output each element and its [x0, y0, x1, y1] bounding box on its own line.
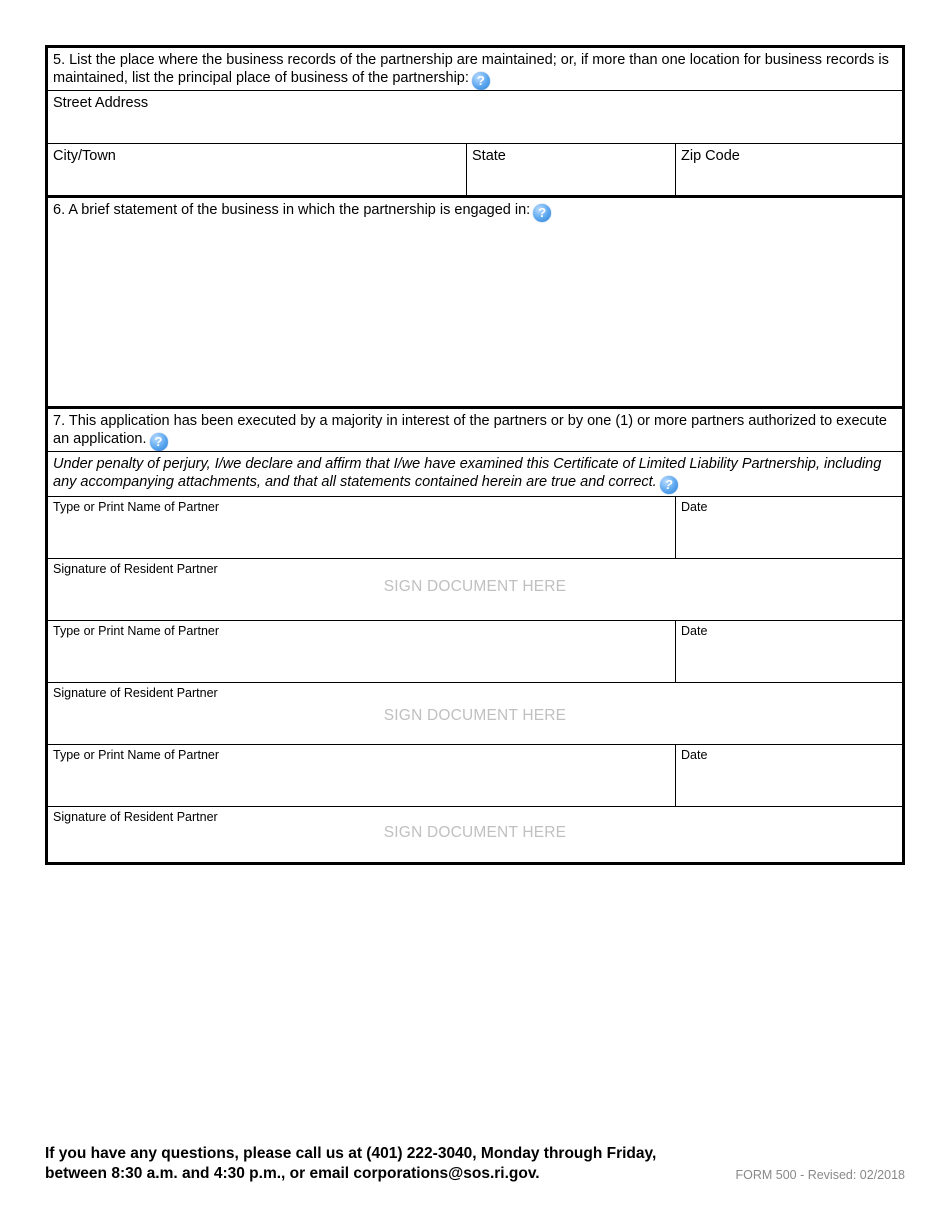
zip-label: Zip Code [681, 148, 740, 164]
date-label: Date [681, 624, 708, 638]
partner-date-field[interactable] [676, 745, 902, 806]
partner-date-field[interactable] [676, 497, 902, 558]
partner-name-row [48, 744, 902, 806]
declaration-text [53, 455, 894, 494]
signature-label: Signature of Resident Partner [53, 810, 218, 824]
partner-name-label: Type or Print Name of Partner [53, 500, 220, 514]
item5-question [53, 51, 894, 90]
item7-question-row [48, 406, 902, 451]
item7-question-text: 7. This application has been executed by a majority in interest of the partners or by one (1) or more partners authorized to execute an application. [53, 413, 887, 447]
item6-question [53, 201, 894, 222]
divider [466, 144, 467, 195]
street-address-label: Street Address [53, 95, 149, 111]
partner-name-row [48, 496, 902, 558]
partner-date-field[interactable] [676, 621, 902, 682]
signature-label: Signature of Resident Partner [53, 686, 218, 700]
help-icon[interactable]: ? [660, 476, 678, 494]
city-state-zip-row [48, 143, 902, 195]
partner-name-label: Type or Print Name of Partner [53, 748, 220, 762]
divider [675, 144, 676, 195]
form-revision-label: FORM 500 - Revised: 02/2018 [735, 1168, 905, 1182]
sign-document-here[interactable]: SIGN DOCUMENT HERE [383, 578, 567, 595]
partner-name-field[interactable] [48, 621, 675, 682]
help-icon[interactable]: ? [533, 204, 551, 222]
signature-label: Signature of Resident Partner [53, 562, 218, 576]
date-label: Date [681, 748, 708, 762]
help-icon[interactable]: ? [150, 433, 168, 451]
llp-form-section [45, 45, 905, 865]
business-statement-field[interactable] [48, 195, 902, 406]
partner-name-field[interactable] [48, 497, 675, 558]
partner-signature-field[interactable] [48, 558, 902, 620]
date-label: Date [681, 500, 708, 514]
state-label: State [472, 148, 506, 164]
item7-question [53, 412, 894, 451]
sign-document-here[interactable]: SIGN DOCUMENT HERE [383, 824, 567, 841]
declaration-row [48, 451, 902, 496]
city-label: City/Town [53, 148, 116, 164]
partner-name-field[interactable] [48, 745, 675, 806]
item6-question-text: 6. A brief statement of the business in which the partnership is engaged in: [53, 202, 531, 218]
partner-name-row [48, 620, 902, 682]
contact-line: between 8:30 a.m. and 4:30 p.m., or email corporations@sos.ri.gov. [45, 1165, 540, 1182]
help-icon[interactable]: ? [472, 72, 490, 90]
contact-info [45, 1144, 725, 1184]
declaration-statement: Under penalty of perjury, I/we declare and affirm that I/we have examined this Certificate of Limited Liability Partnership, including any accompanying attachments, and that all statements contained herein are true and correct. [53, 456, 882, 490]
sign-document-here[interactable]: SIGN DOCUMENT HERE [383, 707, 567, 724]
partner-signature-field[interactable] [48, 806, 902, 862]
item5-question-row [48, 48, 902, 90]
street-address-field[interactable] [48, 90, 902, 143]
contact-line: If you have any questions, please call us at (401) 222-3040, Monday through Friday, [45, 1145, 657, 1162]
item5-question-text: 5. List the place where the business records of the partnership are maintained; or, if more than one location for business records is maintained, list the principal place of business of the partnership: [53, 52, 889, 86]
partner-signature-field[interactable] [48, 682, 902, 744]
partner-name-label: Type or Print Name of Partner [53, 624, 220, 638]
